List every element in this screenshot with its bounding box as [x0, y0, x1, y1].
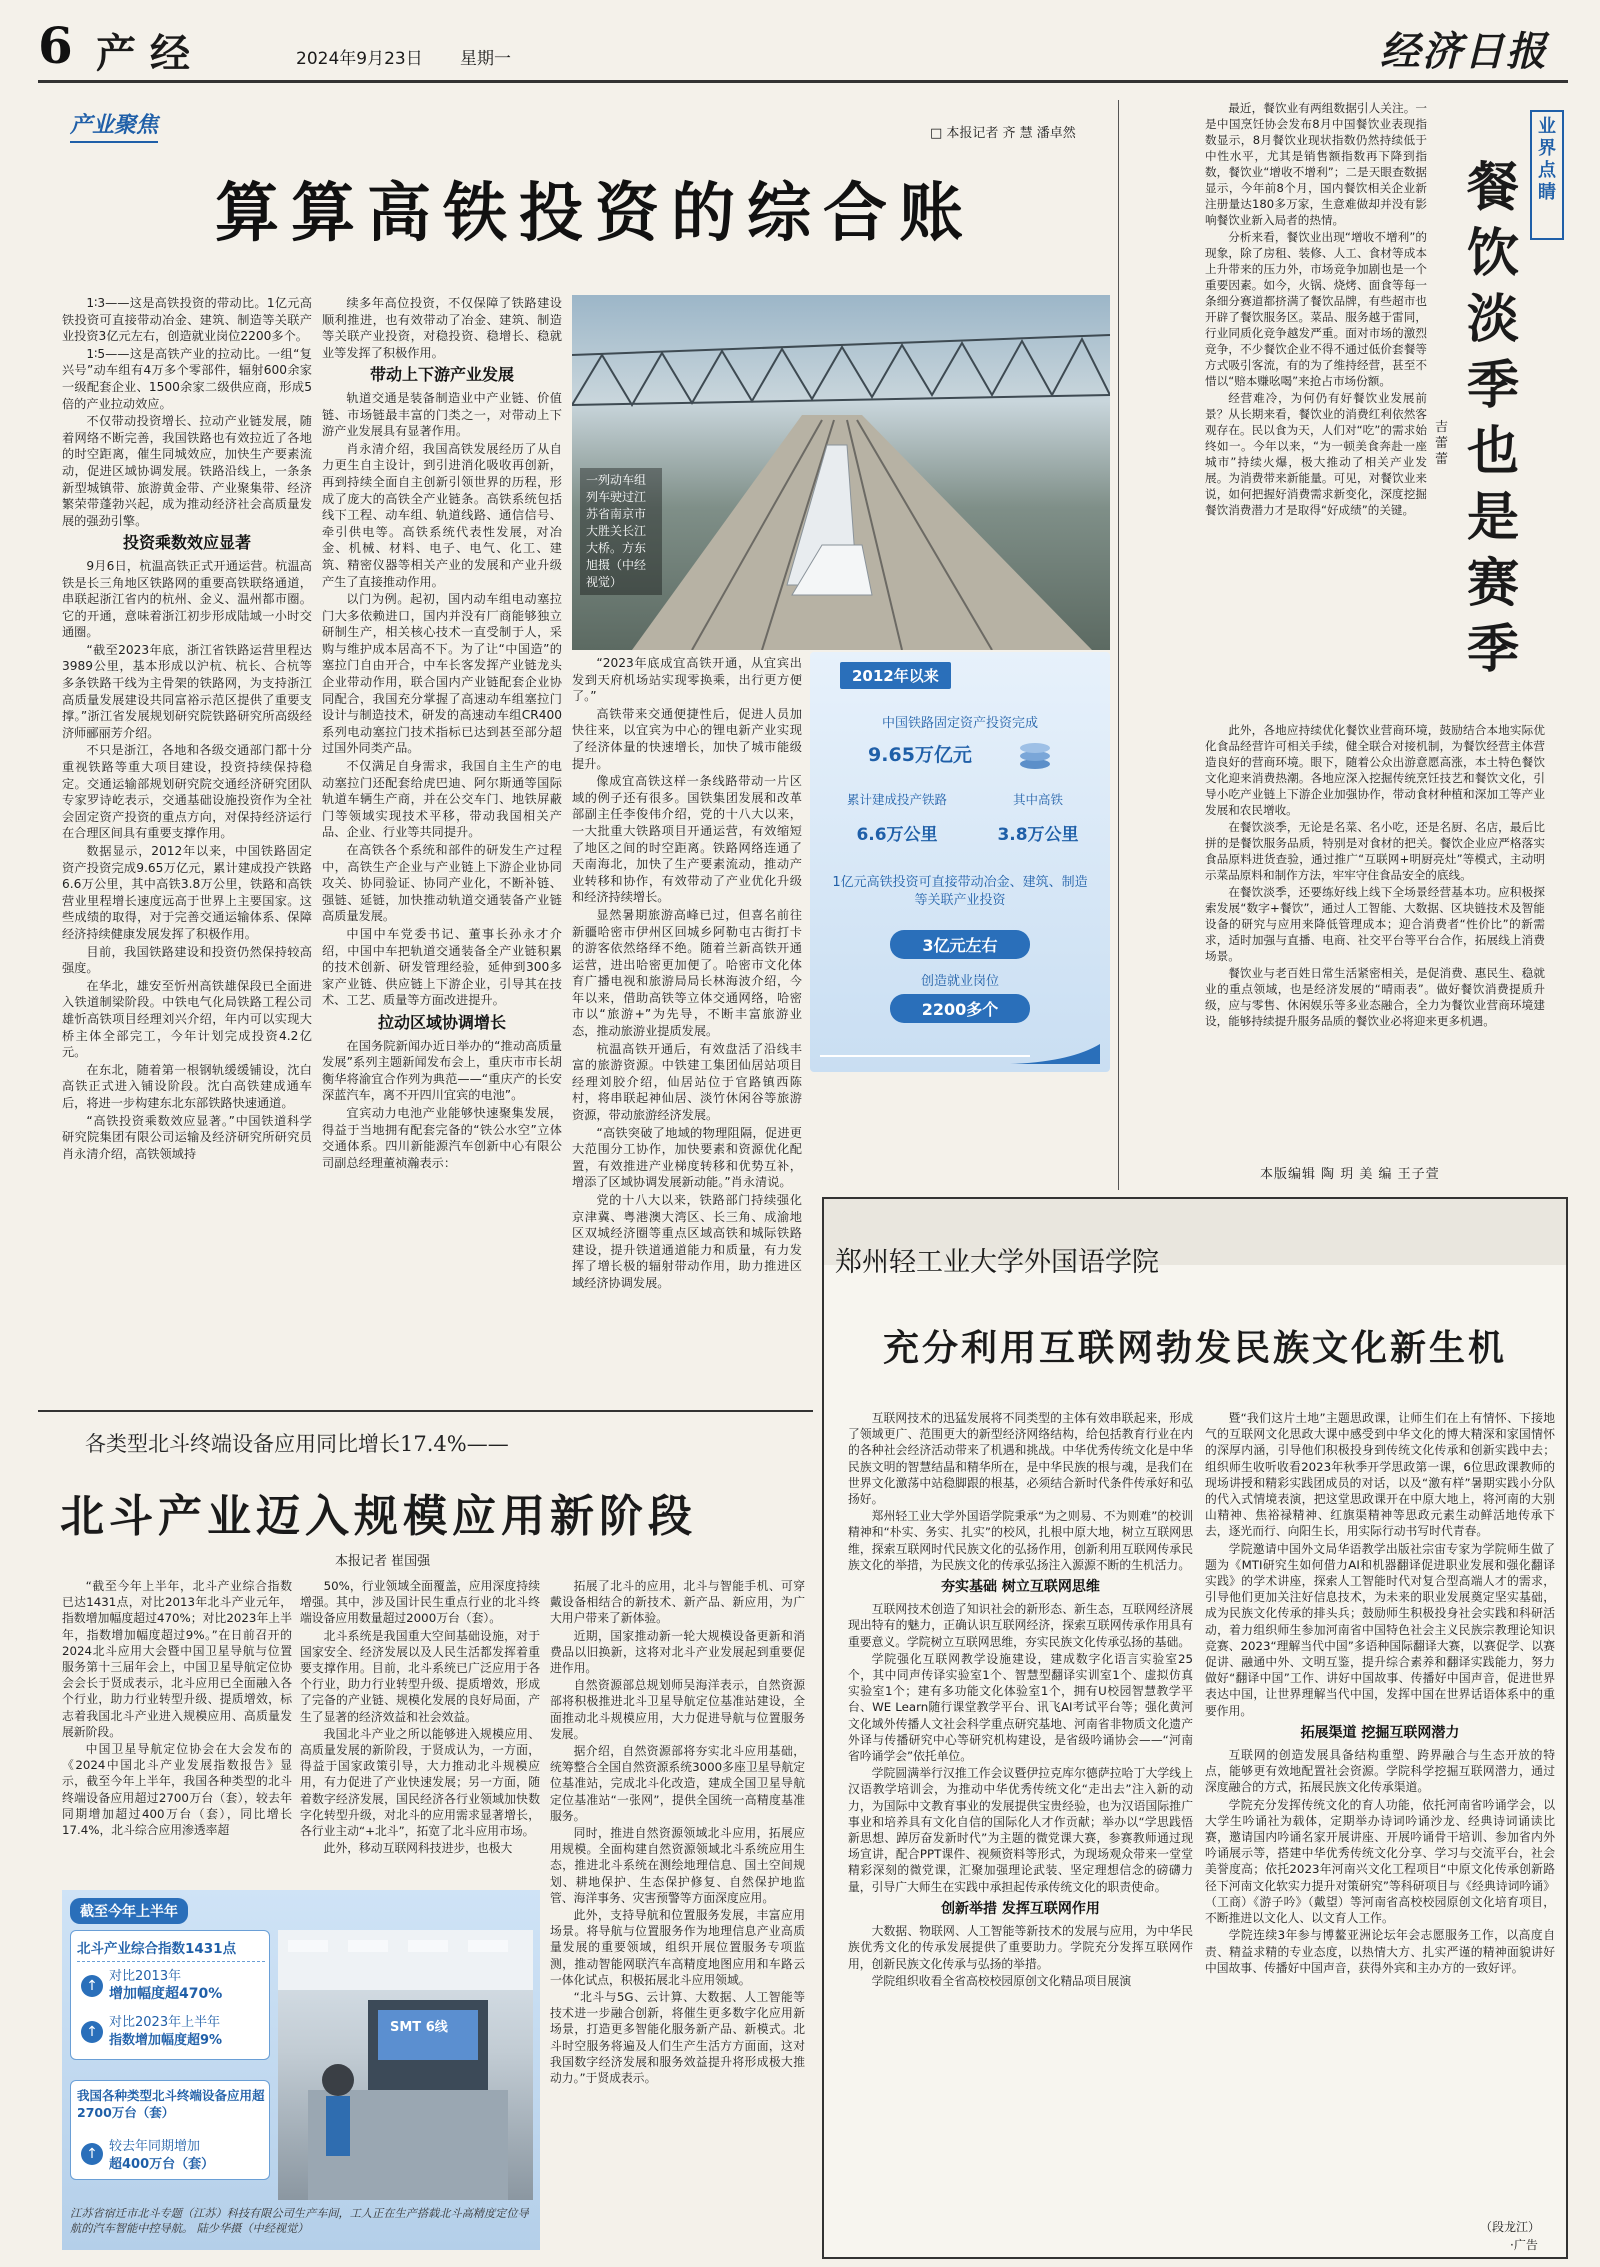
infographic-label: 其中高铁 [1012, 792, 1063, 807]
arrow-up-icon: ↑ [81, 2021, 103, 2043]
factory-illustration [278, 1930, 533, 2200]
paragraph: 近期，国家推动新一轮大规模设备更新和消费品以旧换新，这将对北斗产业发展起到重要促进作用。 [550, 1628, 805, 1676]
paragraph: 中国卫星导航定位协会在大会发布的《2024中国北斗产业发展指数报告》显示，截至今年上半年，我国各种类型的北斗终端设备应用超过2700万台（套），较去年同期增加超过400万台（套），同比增长17.4%，北斗综合应用渗透率超 [62, 1742, 292, 1838]
paragraph: 高铁带来交通便捷性后，促进人员加快往来，以宜宾为中心的锂电新产业实现了经济体量的快速增长，加快了城市能级提升。 [572, 706, 802, 771]
paragraph: 大数据、物联网、人工智能等新技术的发展与应用，为中华民族优秀文化的传承发展提供了重要助力。学院充分发挥互联网作用，创新民族文化传承与弘扬的举措。 [848, 1924, 1193, 1971]
paragraph: “北斗与5G、云计算、大数据、人工智能等技术进一步融合创新，将催生更多数字化应用新场景，打造更多智能化服务新产品、新模式。北斗时空服务将遍及人们生产生活方方面面，这对我国数字经济发展和服务效益提升将形成极大推动力。”于贤成表示。 [550, 1990, 805, 2086]
subheading: 投资乘数效应显著 [122, 533, 251, 553]
paragraph: 暨“我们这片土地”主题思政课，让师生们在上有情怀、下接地气的互联网文化思政大课中感受到中华文化的博大精深和家国情怀的深厚内涵，引导他们积极投身到传统文化传承和创新实践中去；组织师生收听收看2023年秋季开学思政第一课，6位思政课教师的现场讲授和精彩实践团成员的对话，以及“激有样”暑期实践小分队的代入式情境表演，把这堂思政课开在中原大地上，将河南的大别山精神、焦裕禄精神、红旗渠精神等思政元素生动鲜活地传承下去，逐光而行、向阳生长，用实际行动书写时代青春。 [1205, 1411, 1555, 1539]
article2-headline: 北斗产业迈入规模应用新阶段 [60, 1491, 697, 1542]
paragraph: 1∶3——这是高铁投资的带动比。1亿元高铁投资可直接带动冶金、建筑、制造等关联产业投资3亿元左右，创造就业岗位2200多个。 [62, 296, 312, 344]
machine-label: SMT 6线 [390, 2020, 448, 2035]
factory-photo [278, 1930, 533, 2200]
paragraph: 自然资源部总规划师吴海洋表示，自然资源部将积极推进北斗卫星导航定位基准站建设，全面推动北斗规模应用，大力促进导航与位置服务发展。 [550, 1678, 805, 1741]
paragraph: “截至今年上半年，北斗产业综合指数已达1431点，对比2013年北斗产业元年，指数增加幅度超过470%；对比2023年上半年，指数增加幅度超过9%。”在日前召开的2024北斗应用大会暨中国卫星导航与位置服务第十三届年会上，中国卫星导航定位协会会长于贤成表示，北斗应用已全面融入各个行业，助力行业转型升级、提质增效，标志着我国北斗产业进入规模应用、高质量发展新阶段。 [62, 1579, 292, 1739]
paragraph: 杭温高铁开通后，有效盘活了沿线丰富的旅游资源。中铁建工集团仙居站项目经理刘胶介绍，仙居站位于官路镇西陈村，将串联起神仙居、淡竹休闲谷等旅游资源，带动旅游经济发展。 [572, 1041, 802, 1123]
page-number: 6 [38, 16, 73, 75]
paragraph: 党的十八大以来，铁路部门持续强化京津冀、粤港澳大湾区、长三角、成渝地区双城经济圈等重点区域高铁和城际铁路建设，提升铁道通道能力和质量，有力发挥了增长极的辐射带动作用，助力推进区域经济协调发展。 [572, 1193, 802, 1290]
subheading: 带动上下游产业发展 [369, 365, 514, 385]
paragraph: 此外，各地应持续优化餐饮业营商环境，鼓励结合本地实际优化食品经营许可相关手续，健全联合对接机制，为餐饮经营主体营造良好的营商环境。眼下，随着公众出游意愿高涨，本土特色餐饮文化迎来消费热潮。各地应深入挖掘传统烹饪技艺和餐饮文化，引导小吃产业链上下游企业加强协作，带动食材种植和深加工等产业发展和农民增收。 [1205, 723, 1545, 817]
paragraph: 学院强化互联网教学设施建设，建成数字化语言实验室25个，其中同声传译实验室1个、智慧型翻译实训室1个、虚拟仿真实验室1个；建有多功能文化体验室1个，拥有U校园智慧教学平台、WE Learn随行课堂教学平台、讯飞AI考试平台等；强化黄河文化域外传播人文社会科学重点研究基地、河南省非物质文化遗产外译与传播研究中心等研究机构建设，是省级吟诵协会——“河南省吟诵学会”依托单位。 [848, 1651, 1193, 1764]
paragraph: 不仅带动投资增长、拉动产业链发展，随着网络不断完善，我国铁路也有效拉近了各地的时空距离，催生同城效应，加快生产要素流动，促进区域协调发展。铁路沿线上，一条条新型城镇带、旅游黄金带、产业聚集带、经济繁荣带蓬勃兴起，成为推动经济社会高质量发展的强劲引擎。 [62, 414, 312, 528]
section-name: 产经 [96, 30, 204, 77]
infographic-label: 创造就业岗位 [920, 974, 999, 989]
paragraph: 轨道交通是装备制造业中产业链、价值链、市场链最丰富的门类之一，对带动上下游产业发展具有显著作用。 [322, 390, 562, 439]
paragraph: 续多年高位投资，不仅保障了铁路建设顺利推进，也有效带动了冶金、建筑、制造等关联产业投资，对稳投资、稳增长、稳就业等发挥了积极作用。 [322, 296, 562, 360]
paragraph: 学院圆满举行汉推工作会议暨伊拉克库尔德萨拉哈丁大学线上汉语教学培训会，为推动中华优秀传统文化“走出去”注入新的动力，为国际中文教育事业的发展提供宝贵经验，也为汉语国际推广事业和培养具有文化自信的国际化人才作贡献；举办以“学思践悟新思想、踔厉奋发新时代”为主题的微党课大赛，参赛教师通过现场宣讲，配合PPT课件、视频资料等形式，为现场观众带来一堂堂精彩深刻的微党课，汇聚加强理论武装、坚定理想信念的磅礴力量，引导广大师生在实践中承担起传承传统文化的职责使命。 [848, 1766, 1193, 1894]
paragraph: 在东北，随着第一根钢轨缓缓铺设，沈白高铁正式进入铺设阶段。沈白高铁建成通车后，将进一步构建东北东部铁路快速通道。 [62, 1062, 312, 1110]
train-icon [810, 1024, 1110, 1072]
paragraph: 郑州轻工业大学外国语学院秉承“为之则易、不为则难”的校训精神和“朴实、务实、扎实”的校风，扎根中原大地，树立互联网思维，探索互联网时代民族文化的弘扬作用，创新利用互联网传承民族文化的举措，为民族文化的传承弘扬注入源源不断的生机活力。 [848, 1509, 1193, 1572]
paper-logo: 经济日报 [1380, 28, 1548, 75]
column-headline: 餐饮淡季也是赛季 [1466, 157, 1519, 680]
infographic-label: 对比2013年 [109, 1969, 182, 1984]
masthead [38, 16, 1568, 78]
paragraph: 显然暑期旅游高峰已过，但喜名前往新疆哈密市伊州区回城乡阿勒屯古街打卡的游客依然络绎不绝。随着兰新高铁开通运营，进出哈密更加便了。哈密市文化体育广播电视和旅游局局长林海波介绍，今年以来，借助高铁等立体交通网络，哈密市以“旅游+”为先导，不断丰富旅游业态，推动旅游业提质发展。 [572, 907, 802, 1039]
paragraph: “截至2023年底，浙江省铁路运营里程达3989公里，基本形成以沪杭、杭长、合杭等多条铁路干线为主骨架的铁路网，为支持浙江高质量发展建设共同富裕示范区提供了重要支撑。”浙江省发展规划研究院铁路研究所高级经济师郦丽芳介绍。 [62, 642, 312, 740]
paragraph: 拓展了北斗的应用，北斗与智能手机、可穿戴设备相结合的新技术、新产品、新应用，为广大用户带来了新体验。 [550, 1579, 805, 1626]
paragraph: 最近，餐饮业有两组数据引人关注。一是中国烹饪协会发布8月中国餐饮业表现指数显示，8月餐饮业现状指数仍然持续低于中性水平，尤其是销售额指数再下降到指数，餐饮业“增收不增利”；二是天眼查数据显示，今年前8个月，国内餐饮相关企业新注册量达180多万家，生意难做却并没有影响餐饮业新入局者的热情。 [1205, 101, 1427, 227]
column-body-upper [1205, 100, 1427, 720]
paragraph: 据介绍，自然资源部将夯实北斗应用基础，统筹整合全国自然资源系统3000多座卫星导航定位基准站，完成北斗化改造，建成全国卫星导航定位基准站“一张网”，提供全国统一高精度基准服务。 [550, 1744, 805, 1823]
ad-column-2 [1205, 1410, 1555, 2230]
infographic-value-pill: 2200多个 [890, 994, 1030, 1023]
paragraph: 餐饮业与老百姓日常生活紧密相关，是促消费、惠民生、稳就业的重点领域，也是经济发展的“晴雨表”。做好餐饮消费提质升级，应与零售、休闲娱乐等多业态融合，全力为餐饮业营商环境建设，能够持续提升服务品质的餐饮业必将迎来更多机遇。 [1205, 966, 1545, 1028]
paragraph: 中国中车党委书记、董事长孙永才介绍，中国中车把轨道交通装备全产业链积累的技术创新、研发管理经验，延伸到300多家产业链、供应链上下游企业，引导其在技术、工艺、质量等方面改进提升。 [322, 926, 562, 1008]
paragraph: “高铁突破了地域的物理阻隔，促进更大范围分工协作，加快要素和资源优化配置，有效推进产业梯度转移和优势互补，增添了区域协调发展新动能。”肖永清说。 [572, 1125, 802, 1190]
paragraph: 分析来看，餐饮业出现“增收不增利”的现象，除了房租、装修、人工、食材等成本上升带来的压力外，市场竞争加剧也是一个重要因素。如今，火锅、烧烤、面食等每一条细分赛道都挤满了餐饮品牌，有些超市也开辟了餐饮服务区。菜品、服务越于雷同，行业同质化竞争越发严重。面对市场的激烈竞争，不少餐饮企业不得不通过低价套餐等方式吸引客流，有的为了维持经营，甚至不惜以“赔本赚吆喝”来抢占市场份额。 [1205, 230, 1427, 388]
paragraph: 以门为例。起初，国内动车组电动塞拉门大多依赖进口，国内并没有厂商能够独立研制生产，相关核心技术一直受制于人，采购与维护成本居高不下。为了让“中国造”的塞拉门自由开合，中车长客发挥产业链龙头企业带动作用，联合国内产业链配套企业协同配合，我国充分掌握了高速动车组塞拉门设计与制造技术，研发的高速动车组CR400系列电动塞拉门技术指标已达到甚至部分超过国外同类产品。 [322, 592, 562, 756]
photo-caption-text: 一列动车组列车驶过江苏省南京市大胜关长江大桥。方东旭摄（中经视觉） [586, 473, 647, 589]
paragraph: 学院邀请中国外文局华语教学出版社宗宙专家为学院师生做了题为《MTI研究生如何借力AI和机器翻译促进职业发展和强化翻译实践》的学术讲座，探索人工智能时代对复合型高端人才的需求，引导他们更加关注好信息技术，为未来的职业发展奠定坚实基础，成为民族文化传承的排头兵；鼓励师生积极投身社会实践和科研活动，着力组织师生参加河南省中国特色社会主义民族宗教理论知识竞赛、2023“理解当代中国”多语种国际翻译大赛，以赛促学、以赛促讲、融通中外、文明互鉴，提升综合素养和翻译实践能力，努力做好“翻译中国”工作、讲好中国故事、传播好中国声音，促进世界表达中国，让世界理解当代中国，发挥中国在世界话语体系中的重要作用。 [1205, 1541, 1555, 1718]
paragraph: 肖永清介绍，我国高铁发展经历了从自力更生自主设计，到引进消化吸收再创新，再到持续全面自主创新引领世界的历程，形成了庞大的高铁全产业链条。高铁系统包括线下工程、动车组、轨道线路、通信信号、牵引供电等。高铁系统代表性发展，对冶金、机械、材料、电子、电气、化工、建筑、精密仪器等相关产业的发展和产业升级产生了直接推动作用。 [322, 441, 562, 589]
infographic-value: 指数增加幅度超9% [109, 2033, 223, 2048]
infographic-label: 对比2023年上半年 [109, 2015, 221, 2030]
photo-caption: 江苏省宿迁市北斗专题（江苏）科技有限公司生产车间，工人正在生产搭载北斗高精度定位导航的汽车智能中控导航。 陆少华摄（中经视觉） [70, 2207, 529, 2235]
infographic-label: 较去年同期增加 [109, 2139, 201, 2154]
subheading: 拓展渠道 挖掘互联网潜力 [1300, 1724, 1460, 1741]
ad-organization: 郑州轻工业大学外国语学院 [835, 1247, 1159, 1278]
infographic-label: 北斗产业综合指数1431点 [77, 1937, 265, 1962]
article1-column-2 [322, 295, 562, 1400]
infographic-header: 截至今年上半年 [70, 1898, 188, 1924]
paragraph: 此外，支持导航和位置服务发展，丰富应用场景。将导航与位置服务作为地理信息产业高质量发展的重要领域，组织开展位置服务专项监测，推动智能网联汽车高精度地图应用和车路云一体化试点，积极拓展北斗应用领域。 [550, 1908, 805, 1987]
paragraph: 我国北斗产业之所以能够进入规模应用、高质量发展的新阶段，于贤成认为，一方面，得益于国家政策引导，大力推动北斗规模应用，有力促进了产业快速发展；另一方面，随着数字经济发展，国民经济各行业领域加快数字化转型升级，对北斗的应用需求显著增长，各行业主动“+北斗”，拓宽了北斗应用市场。 [300, 1726, 540, 1839]
article-tag: 产业聚焦 [70, 108, 158, 143]
column-tag-text: 业界点睛 [1538, 116, 1556, 203]
subheading: 创新举措 发挥互联网作用 [941, 1900, 1100, 1917]
infographic-label: 我国各种类型北斗终端设备应用超2700万台（套） [77, 2088, 265, 2120]
ad-signoff: （段龙江） [1480, 2220, 1541, 2234]
ad-column-1 [848, 1410, 1193, 2250]
paragraph: 北斗系统是我国重大空间基础设施，对于国家安全、经济发展以及人民生活都发挥着重要支撑作用。目前，北斗系统已广泛应用于各个行业，助力行业转型升级、提质增效，形成了完备的产业链、规模化发展的良好局面，产生了显著的经济效益和社会效益。 [300, 1628, 540, 1724]
article1-column-3 [572, 655, 802, 1400]
article1-column-1 [62, 295, 312, 1400]
paragraph: “高铁投资乘数效应显著。”中国铁道科学研究院集团有限公司运输及经济研究所研究员肖永清介绍，高铁领域持 [62, 1113, 312, 1161]
paragraph: 50%，行业领域全面覆盖，应用深度持续增强。其中，涉及国计民生重点行业的北斗终端设备应用数量超过2000万台（套）。 [300, 1579, 540, 1626]
column-tag [1530, 110, 1564, 240]
article2-kicker: 各类型北斗终端设备应用同比增长17.4%—— [85, 1432, 509, 1456]
paragraph: 1∶5——这是高铁产业的拉动比。一组“复兴号”动车组有4万多个零部件，辐射600余家一级配套企业、1500余家二级供应商，形成5倍的产业拉动效应。 [62, 346, 312, 411]
editor-credits: 本版编辑 陶 玥 美 编 王子萱 [1260, 1167, 1440, 1182]
paragraph: 经营难冷，为何仍有好餐饮业发展前景？从长期来看，餐饮业的消费红利依然客观存在。民以食为天，人们对“吃”的需求始终如一。今年以来，“为一顿美食奔赴一座城市”持续火爆，极大推动了相关产业发展。为消费带来新能量。可见，对餐饮业来说，如何把握好消费需求新变化，深度挖掘餐饮消费潜力才是取得“好成绩”的关键。 [1205, 391, 1427, 517]
infographic-panel [70, 2080, 270, 2180]
ad-headline: 充分利用互联网勃发民族文化新生机 [882, 1327, 1507, 1369]
rail-infographic [810, 652, 1110, 1072]
paragraph: 目前，我国铁路建设和投资仍然保持较高强度。 [62, 944, 312, 976]
paragraph: 此外，移动互联网科技进步，也极大 [323, 1841, 513, 1856]
infographic-label: 中国铁路固定资产投资完成 [881, 716, 1038, 731]
paragraph: 不只是浙江，各地和各级交通部门都十分重视铁路等重大项目建设，投资持续保持稳定。交通运输部规划研究院交通经济研究团队专家罗诗屹表示，交通基础设施投资作为全社会固定资产投资的重点方向，对保持经济运行在合理区间具有重要支撑作用。 [62, 743, 312, 841]
paragraph: “2023年底成宜高铁开通，从宜宾出发到天府机场站实现零换乘，出行更方便了。” [572, 656, 802, 704]
paragraph: 互联网技术的迅猛发展将不同类型的主体有效串联起来，形成了领域更广、范围更大的新型经济网络结构，给包括教育行业在内的各种社会经济活动带来了机遇和挑战。中华优秀传统文化是中华民族文明的智慧结晶和精华所在，是中华民族的根与魂，是我们在世界文化激荡中站稳脚跟的根基，必须结合新时代条件传承好和弘扬好。 [848, 1411, 1193, 1507]
paragraph: 9月6日，杭温高铁正式开通运营。杭温高铁是长三角地区铁路网的重要高铁联络通道，串联起浙江省内的杭州、金义、温州都市圈。它的开通，意味着浙江初步形成陆域一小时交通圈。 [62, 558, 312, 640]
arrow-up-icon: ↑ [81, 2143, 103, 2165]
infographic-header: 2012年以来 [840, 662, 951, 689]
paragraph: 学院充分发挥传统文化的育人功能，依托河南省吟诵学会，以大学生吟诵社为载体，定期举办诗词吟诵沙龙、经典诗词诵读比赛，邀请国内吟诵名家开展讲座、开展吟诵骨干培训、参加省内外吟诵展示等，搭建中华优秀传统文化分享、学习与交流平台，社会美誉度高；依托2023年河南兴文化工程项目“中原文化传承创新路径下河南文化软实力提升对策研究”等科研项目与《经典诗词吟诵》（工商）《游子吟》（戴望）等河南省高校校园原创文化培育项目，不断推进以文化人、以文育人工作。 [1205, 1797, 1555, 1926]
paragraph: 像成宜高铁这样一条线路带动一片区域的例子还有很多。国铁集团发展和改革部副主任李俊伟介绍，党的十八大以来，一大批重大铁路项目开通运营，有效缩短了地区之间的时空距离。铁路网络连通了天南海北，加快了生产要素流动，推动产业转移和协作，有效带动了产业优化升级和经济持续增长。 [572, 774, 802, 905]
infographic-value: 增加幅度超470% [109, 1986, 223, 2002]
arrow-up-icon: ↑ [81, 1975, 103, 1997]
paragraph: 在餐饮淡季，还要练好线上线下全场景经营基本功。应积极探索发展“数字+餐饮”，通过人工智能、大数据、区块链技术及智能设备的研究与应用来降低管理成本；迎合消费者“性价比”的新需求，适时加强与直播、电商、社交平台等平台合作，拓展线上消费场景。 [1205, 885, 1545, 963]
article-headline: 算算高铁投资的综合账 [215, 176, 975, 251]
issue-date: 2024年9月23日 [296, 49, 423, 69]
infographic-value: 超400万台（套） [109, 2157, 215, 2172]
paragraph: 互联网的创造发展具备结构重塑、跨界融合与生态开放的特点，能够更有效地配置社会资源。学院科学挖掘互联网潜力，通过深度融合的方式，拓展民族文化传承渠道。 [1205, 1748, 1555, 1795]
infographic-label: 1亿元高铁投资可直接带动冶金、建筑、制造等关联产业投资 [832, 875, 1088, 908]
infographic-panel [70, 1930, 270, 2060]
ad-mark: ·广告 [1510, 2238, 1538, 2252]
infographic-value: 9.65万亿元 [868, 744, 972, 766]
article2-byline: 本报记者 崔国强 [335, 1554, 431, 1569]
paragraph: 在高铁各个系统和部件的研发生产过程中，高铁生产企业与产业链上下游企业协同攻关、协同验证、协同产业化，不断补链、强链、延链，加快推动轨道交通装备产业链高质量发展。 [322, 843, 562, 924]
paragraph: 在餐饮淡季，无论是名菜、名小吃，还是名厨、名店，最后比拼的是餐饮服务品质，特别是对食材的把关。餐饮企业应严格落实食品原料进货查验，通过推广“互联网+明厨亮灶”等模式，主动明示菜品原料和制作方法，牢牢守住食品安全的底线。 [1205, 820, 1545, 882]
article1-bottom-rule [38, 1410, 813, 1412]
paragraph: 不仅满足自身需求，我国自主生产的电动塞拉门还配套给虎巴迪、阿尔斯通等国际轨道车辆生产商，并在公交车门、地铁屏蔽门等领域实现技术平移，带动我国相关产品、企业、行业等共同提升。 [322, 759, 562, 840]
column-body-lower [1205, 722, 1545, 1152]
issue-weekday: 星期一 [460, 49, 511, 69]
paragraph: 宜宾动力电池产业能够快速聚集发展，得益于当地拥有配套完备的“铁公水空”立体交通体系。四川新能源汽车创新中心有限公司副总经理董祯瀚表示： [322, 1105, 562, 1170]
infographic-label: 累计建成投产铁路 [846, 792, 947, 807]
column-author: 吉蕾蕾 [1435, 420, 1449, 467]
infographic-value: 3.8万公里 [997, 825, 1079, 845]
paragraph: 数据显示，2012年以来，中国铁路固定资产投资完成9.65万亿元，累计建成投产铁路6.6万公里，其中高铁3.8万公里，铁路和高铁营业里程增长速度远高于世界上主要国家。这些成绩的取得，对于完善交通运输体系、保障经济持续健康发展发挥了积极作用。 [62, 844, 312, 941]
column-left-rule [1118, 100, 1119, 1190]
photo-caption [580, 468, 662, 595]
infographic-value-pill: 3亿元左右 [890, 930, 1030, 959]
article2-column-3 [550, 1578, 805, 2258]
subheading: 夯实基础 树立互联网思维 [941, 1579, 1100, 1596]
article-byline: □ 本报记者 齐 慧 潘卓然 [930, 126, 1076, 141]
paragraph: 学院连续3年参与博鳌亚洲论坛年会志愿服务工作，以高度自责、精益求精的专业态度，以热情大方、扎实严谨的精神面貌讲好中国故事、传播好中国声音，获得外宾和主办方的一致好评。 [1205, 1928, 1555, 1975]
paragraph: 同时，推进自然资源领域北斗应用，拓展应用规模。全面构建自然资源领域北斗系统应用生态，推进北斗系统在测绘地理信息、国土空间规划、耕地保护、生态保护修复、自然保护地监管、海洋事务、灾害预警等方面深度应用。 [550, 1826, 805, 1905]
paragraph: 互联网技术创造了知识社会的新形态、新生态，互联网经济展现出特有的魅力，正确认识互联网经济，探索互联网传承作用具有重要意义。学院树立互联网思维，夯实民族文化传承弘扬的基础。 [848, 1602, 1193, 1649]
paragraph: 在华北，雄安至忻州高铁雄保段已全面进入铁道制梁阶段。中铁电气化局铁路工程公司雄忻高铁项目经理刘兴介绍，年内可以实现大桥主体全部完工，今年计划完成投资4.2亿元。 [62, 978, 312, 1060]
infographic-value: 6.6万公里 [856, 825, 938, 845]
beidou-infographic [62, 1890, 540, 2250]
paragraph: 在国务院新闻办近日举办的“推动高质量发展”系列主题新闻发布会上，重庆市市长胡衡华将渝宜合作列为典范——“重庆产的长安深蓝汽车，离不开四川宜宾的电池”。 [322, 1038, 562, 1103]
article2-column-1 [62, 1578, 292, 1878]
masthead-rule [38, 80, 1568, 83]
paragraph: 学院组织收看全省高校校园原创文化精品项目展演 [871, 1973, 1132, 1988]
subheading: 拉动区域协调增长 [377, 1012, 506, 1032]
coin-stack-icon [1015, 734, 1055, 770]
